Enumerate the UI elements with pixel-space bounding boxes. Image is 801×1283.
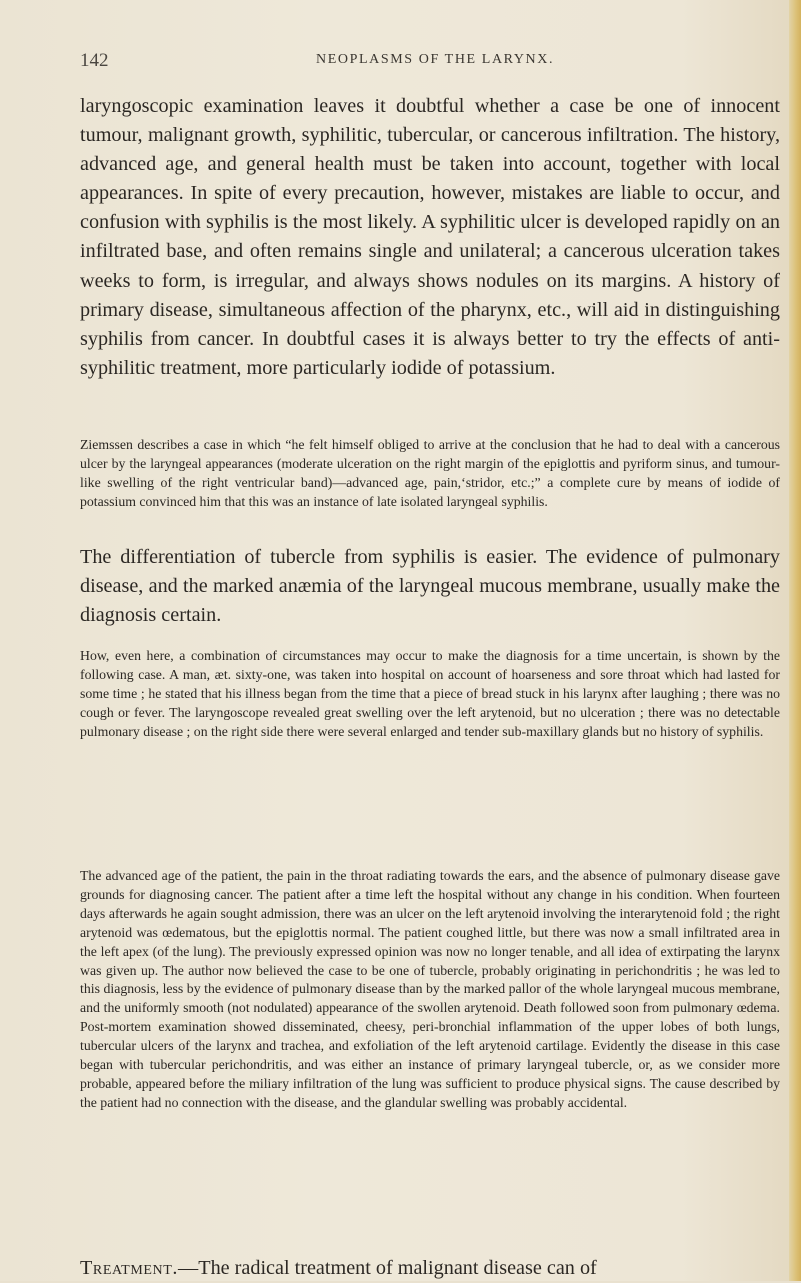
- case-discussion: The advanced age of the patient, the pain in the throat radiating towards the ears, and the absence of pulmonary disease gave grounds for diagnosing cancer. The patient after a time left the hospital without any change in his condition. When fourteen days afterwards he again sought admission, there was an ulcer on the left arytenoid involving the interarytenoid fold ; the right arytenoid was œdematous, but the epiglottis normal. The patient coughed little, but there was now a small infiltrated area in the left apex (of the lung). The previously expressed opinion was now no longer tenable, and all idea of extirpating the larynx was given up. The author now believed the case to be one of tubercle, probably originating in perichondritis ; he was led to this diagnosis, less by the evidence of pulmonary disease than by the marked pallor of the whole laryngeal mucous membrane, and the uniformly smooth (not nodulated) appearance of the swollen arytenoid. Death followed soon from pulmonary œdema. Post-mortem examination showed disseminated, cheesy, peri-bronchial inflammation of the upper lobes of both lungs, tubercular ulcers of the larynx and trachea, and exfoliation of the left arytenoid cartilage. Evidently the disease in this case began with tubercular perichondritis, and was either an instance of primary laryngeal tubercle, or, as we consider more probable, appeared before the miliary infiltration of the lung was sufficient to produce physical signs. The cause described by the patient had no connection with the disease, and the glandular swelling was probably accidental.: [80, 868, 780, 1110]
- running-title: NEOPLASMS OF THE LARYNX.: [316, 52, 555, 67]
- page-number: 142: [80, 50, 109, 71]
- page-header: [80, 50, 780, 74]
- paragraph-diagnosis: laryngoscopic examination leaves it doubtful whether a case be one of innocent tumour, malignant growth, syphilitic, tubercular, or cancerous infiltration. The history, advanced age, and general health must be taken into account, together with local appearances. In spite of every precaution, however, mistakes are liable to occur, and confusion with syphilis is the most likely. A syphilitic ulcer is developed rapidly on an infiltrated base, and often remains single and unilateral; a cancerous ulceration takes weeks to form, is irregular, and always shows nodules on its margins. A history of primary disease, simultaneous affection of the pharynx, etc., will aid in distinguishing syphilis from cancer. In doubtful cases it is always better to try the effects of anti-syphilitic treatment, more particularly iodide of potassium.: [80, 95, 780, 379]
- treatment-paragraph: [80, 1254, 780, 1283]
- page-edge: [789, 0, 801, 1281]
- case-ziemssen: Ziemssen describes a case in which “he felt himself obliged to arrive at the conclusion that he had to deal with a cancerous ulcer by the laryngeal appearances (moderate ulceration on the right margin of the epiglottis and pyriform sinus, and tumour-like swelling of the right ventricular band)—advanced age, pain,‘stridor, etc.;” a complete cure by means of iodide of potassium convinced him that this was an instance of late isolated laryngeal syphilis.: [80, 437, 780, 509]
- treatment-heading: Treatment.: [80, 1257, 179, 1279]
- treatment-text: —The radical treatment of malignant disease can of: [178, 1257, 597, 1279]
- paragraph-tubercle: The differentiation of tubercle from syphilis is easier. The evidence of pulmonary disease, and the marked anæmia of the laryngeal mucous membrane, usually make the diagnosis certain.: [80, 546, 780, 627]
- case-description: How, even here, a combination of circumstances may occur to make the diagnosis for a time uncertain, is shown by the following case. A man, æt. sixty-one, was taken into hospital on account of hoarseness and sore throat which had lasted for some time ; he stated that his illness began from the time that a piece of bread stuck in his larynx after laughing ; there was no cough or fever. The laryngoscope revealed great swelling over the left arytenoid, but no ulceration ; there was no detectable pulmonary disease ; on the right side there were several enlarged and tender sub-maxillary glands but no history of syphilis.: [80, 648, 780, 739]
